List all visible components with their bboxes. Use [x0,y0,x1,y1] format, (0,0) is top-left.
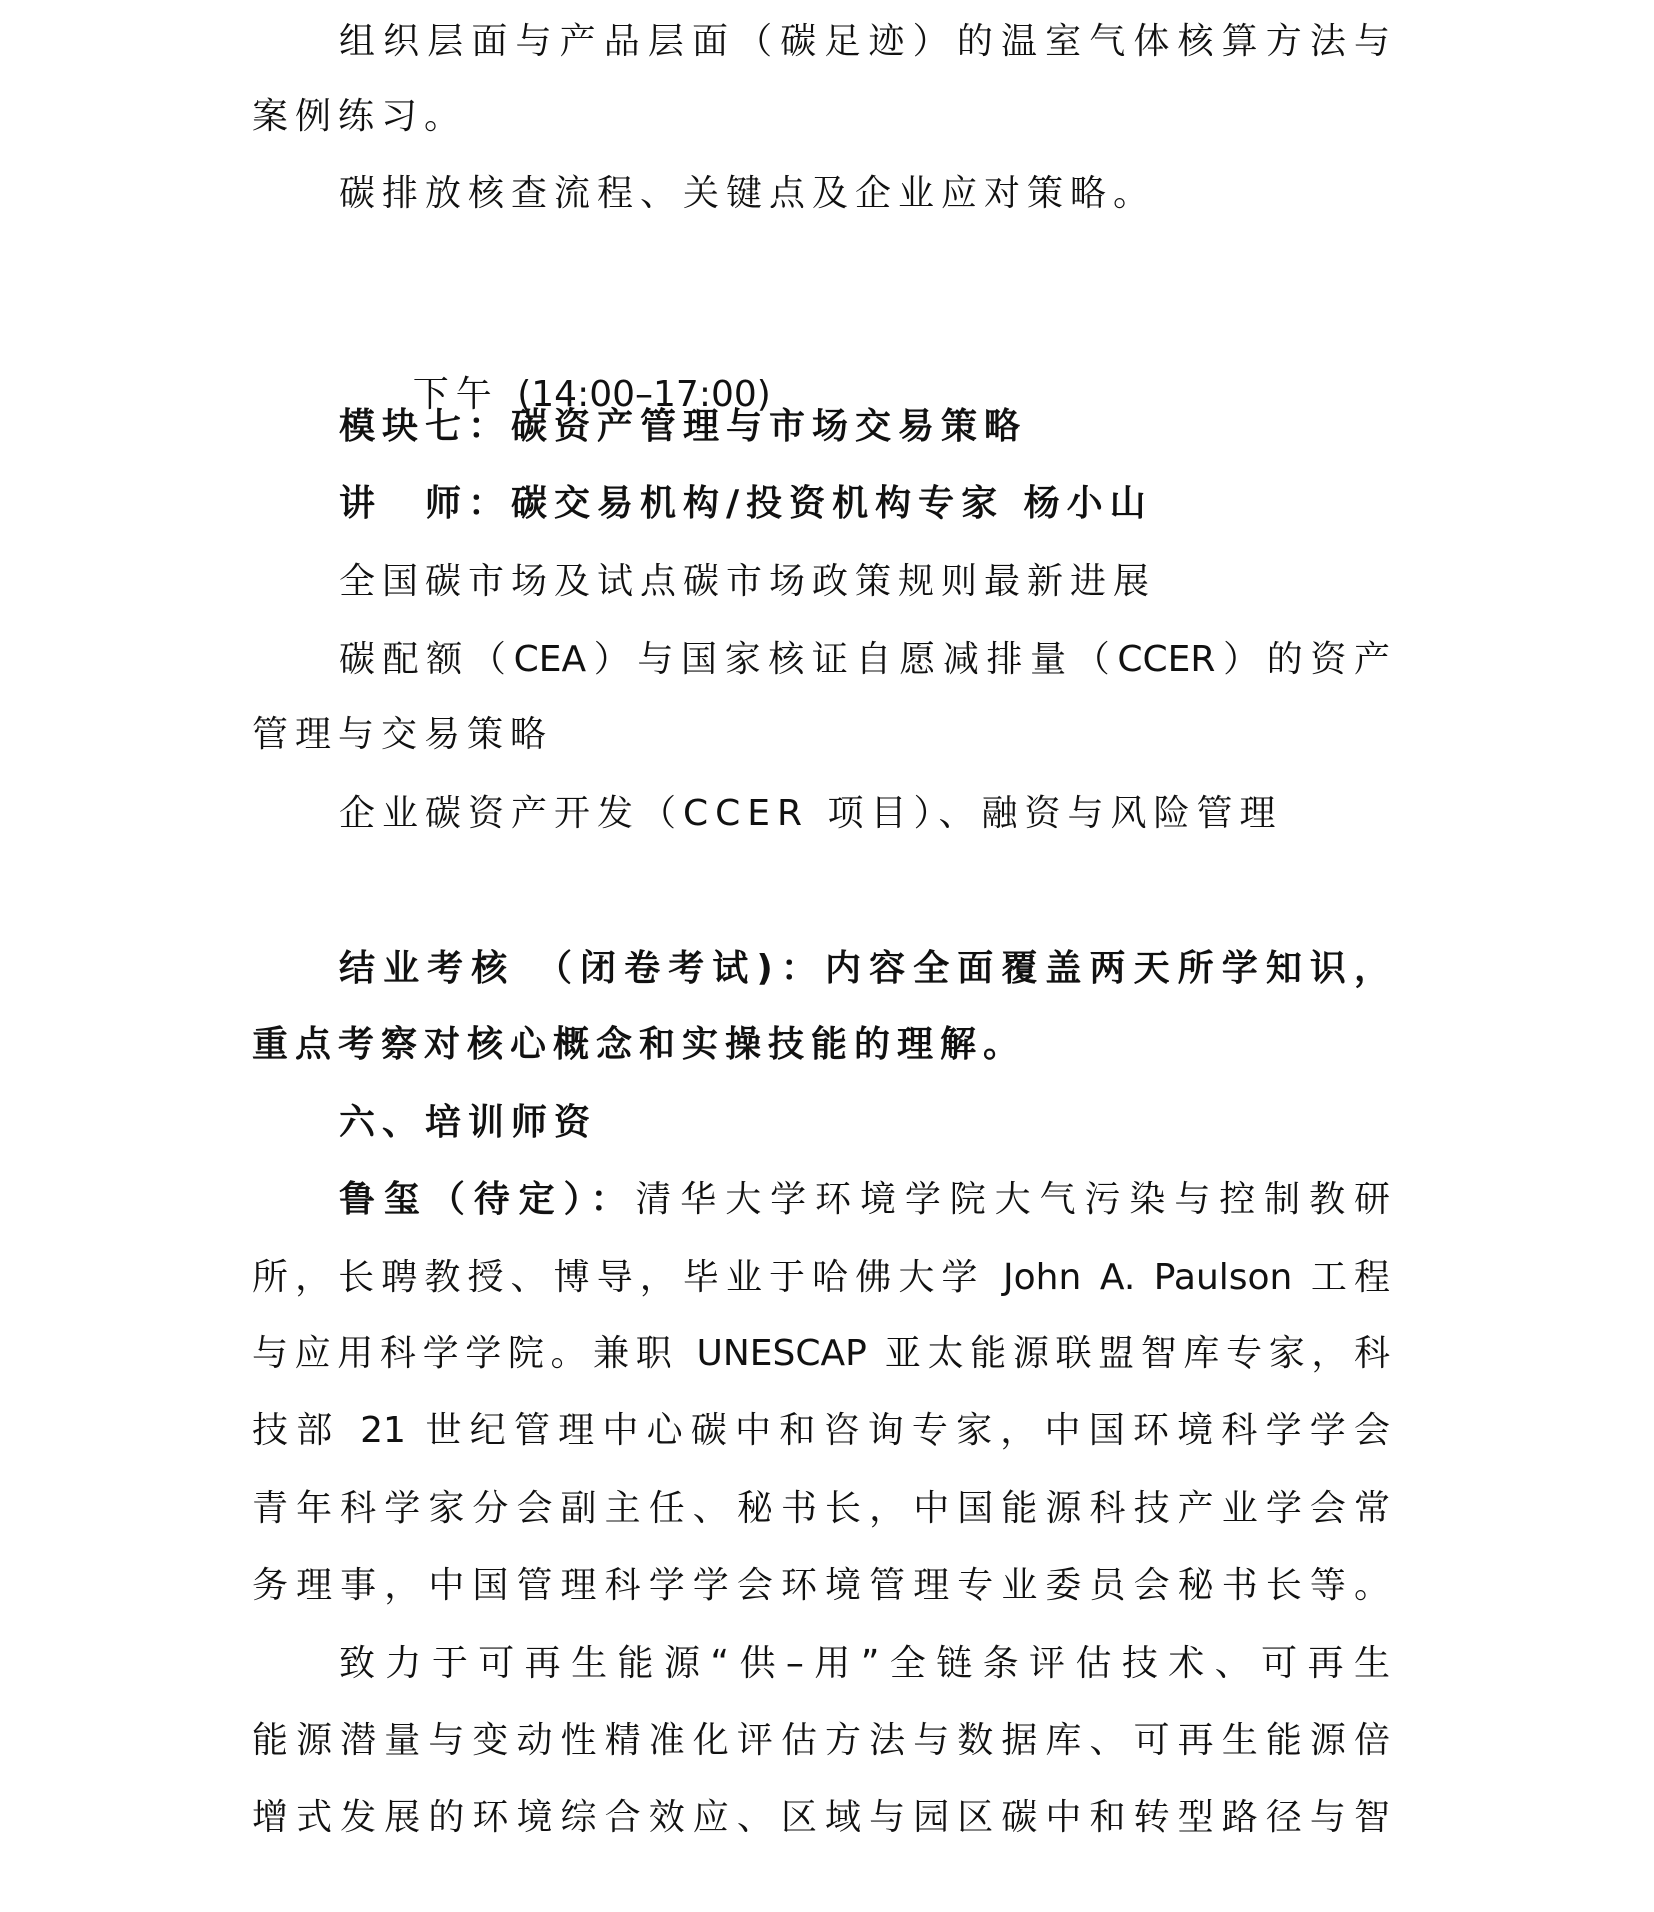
list-item: 全国碳市场及试点碳市场政策规则最新进展 [339,561,1157,602]
instructor-bio-line: 所，长聘教授、博导，毕业于哈佛大学 John A. Paulson 工程 [252,1257,1390,1298]
final-exam-line: 结业考核 （闭卷考试)：内容全面覆盖两天所学知识， [339,948,1390,989]
text-line: 案例练习。 [252,96,468,137]
lecturer-line: 讲 师：碳交易机构/投资机构专家 杨小山 [339,483,1153,524]
instructor-bio-text: 清华大学环境学院大气污染与控制教研 [635,1179,1390,1220]
time-label [339,329,1390,415]
text-line: 碳排放核查流程、关键点及企业应对策略。 [339,173,1157,214]
text-line: 组织层面与产品层面（碳足迹）的温室气体核算方法与 [339,21,1390,62]
final-exam-line: 重点考察对核心概念和实操技能的理解。 [252,1024,1027,1065]
instructor-bio-line: 青年科学家分会副主任、秘书长，中国能源科技产业学会常 [252,1488,1390,1529]
research-line: 能源潜量与变动性精准化评估方法与数据库、可再生能源倍 [252,1720,1390,1761]
list-item-continuation: 管理与交易策略 [252,714,554,755]
section-heading: 六、培训师资 [339,1102,598,1143]
time-range: (14:00–17:00) [517,374,771,415]
instructor-bio-line [339,1178,1390,1222]
list-item: 企业碳资产开发（CCER 项目）、融资与风险管理 [339,793,1283,834]
time-prefix: 下午 [412,374,518,415]
list-item: 碳配额（CEA）与国家核证自愿减排量（CCER）的资产 [339,639,1390,680]
instructor-bio-line: 与应用科学学院。兼职 UNESCAP 亚太能源联盟智库专家，科 [252,1333,1390,1374]
instructor-name: 鲁玺（待定）： [339,1179,636,1220]
instructor-bio-line: 技部 21 世纪管理中心碳中和咨询专家，中国环境科学学会 [252,1410,1390,1451]
research-line: 增式发展的环境综合效应、区域与园区碳中和转型路径与智 [252,1797,1390,1838]
instructor-bio-line: 务理事，中国管理科学学会环境管理专业委员会秘书长等。 [252,1565,1390,1606]
research-line: 致力于可再生能源“供–用”全链条评估技术、可再生 [339,1643,1390,1684]
module-title: 模块七：碳资产管理与市场交易策略 [339,406,1028,447]
